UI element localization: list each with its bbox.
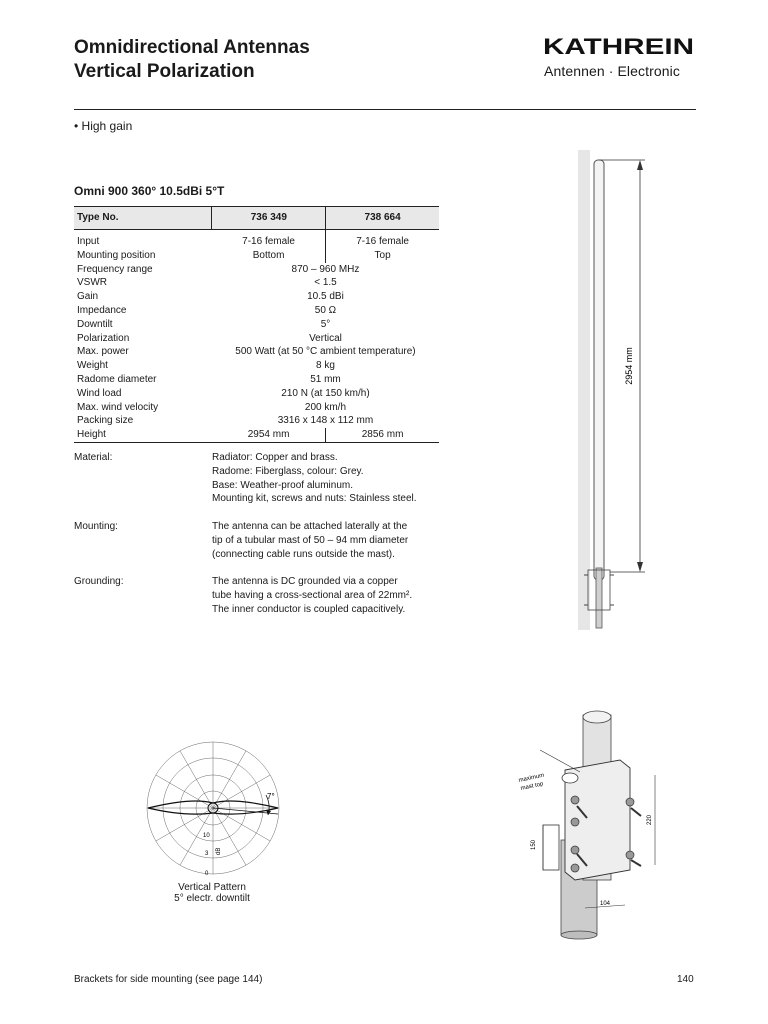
pattern-caption-line-1: Vertical Pattern [178,882,246,893]
spec-value: 10.5 dBi [307,291,344,303]
model-title: Omni 900 360° 10.5dBi 5°T [74,184,225,198]
note-line: The inner conductor is coupled capacitively. [212,603,406,615]
note-line: The antenna is DC grounded via a copper [212,576,398,588]
spec-value-736349: 7-16 female [212,230,326,249]
mast-tube [596,568,602,628]
spec-value: 51 mm [310,373,341,385]
type-736349-header: 736 349 [212,207,326,230]
note-line: Mounting kit, screws and nuts: Stainless steel. [212,493,417,505]
note-key: Grounding: [74,576,124,588]
note-key: Mounting: [74,520,118,532]
spec-value-738664: Top [374,249,391,261]
spec-row [74,414,439,428]
antenna-shading [570,150,670,630]
downtilt-angle-label: 7° [267,792,275,801]
spec-label: Downtilt [77,318,113,330]
note-line: Base: Weather-proof aluminum. [212,479,353,491]
spec-row [74,401,439,415]
type-no-header: Type No. [74,207,212,230]
spec-label: Height [74,428,212,442]
radome [594,160,604,580]
spec-row [74,332,439,346]
spec-row [74,276,439,290]
spec-label: Mounting position [77,249,156,261]
title-line-1: Omnidirectional Antennas [74,37,310,58]
spec-label: Max. power [77,346,129,358]
note-text [212,575,444,616]
header-divider [74,109,696,110]
footer-note: Brackets for side mounting (see page 144) [74,974,263,985]
spec-value: 5° [320,318,331,330]
note-row [74,451,444,506]
title-line-2: Vertical Polarization [74,61,255,82]
spec-label: Wind load [77,387,122,399]
spec-row [74,230,439,249]
note-line: tip of a tubular mast of 50 – 94 mm diameter [212,534,409,546]
feature-item: • High gain [74,119,133,133]
dimension-150: 150 [531,839,537,850]
spec-table [74,206,439,443]
note-line: (connecting cable runs outside the mast). [212,548,395,560]
brand-logo [543,35,695,59]
notes-section [74,451,444,630]
spec-row [74,373,439,387]
spec-value: 8 kg [316,360,335,372]
spec-row [74,359,439,373]
spec-row [74,249,439,263]
scale-label-3: 3 [205,851,209,857]
side-clamp [543,825,559,870]
scale-label-10: 10 [203,833,210,839]
downtilt-arrow [266,810,271,815]
brand-subtitle: Antennen · Electronic [544,63,680,79]
spec-value-736349: Bottom [212,249,326,263]
dimension-220: 220 [647,814,653,825]
spec-value: Vertical [309,332,342,344]
spec-label: Impedance [77,304,127,316]
mast-top-label-2: mast top [520,781,544,792]
spec-label: Input [77,236,100,247]
note-text [212,451,444,506]
spec-label: Radome diameter [77,373,157,385]
spec-value: 200 km/h [304,401,347,413]
note-line: Radiator: Copper and brass. [212,452,338,463]
spec-value: 870 – 960 MHz [291,263,360,275]
mast-top-label: maximum [518,772,545,784]
spec-row [74,318,439,332]
spec-row [74,263,439,277]
note-row [74,520,444,561]
spec-label: Polarization [77,332,130,344]
note-line: The antenna can be attached laterally at the [212,520,408,532]
spec-table-header [74,207,439,230]
note-line: Radome: Fiberglass, colour: Grey. [212,465,364,477]
pattern-caption-line-2: 5° electr. downtilt [174,893,250,904]
spec-label: Gain [77,291,99,303]
spec-value-738664: 7-16 female [356,236,409,247]
note-key: Material: [74,452,113,463]
page-title [74,36,310,84]
spec-row [74,290,439,304]
bracket-mounting-drawing [518,700,675,940]
spec-label: Frequency range [77,263,153,275]
spec-row [74,304,439,318]
spec-label: Weight [77,360,108,372]
spec-value: 500 Watt (at 50 °C ambient temperature) [235,346,416,358]
spec-value: 3316 x 148 x 112 mm [277,415,374,427]
note-line: tube having a cross-sectional area of 22mm². [212,589,413,601]
spec-label: Packing size [77,415,134,427]
pattern-caption [150,882,274,904]
spec-row [74,387,439,401]
spec-value: 50 Ω [314,304,337,316]
type-738664-header: 738 664 [326,207,439,230]
spec-row [74,345,439,359]
vertical-pattern-diagram [138,735,288,880]
brand-name: KATHREIN [543,34,694,59]
page-number: 140 [677,974,694,985]
spec-value: < 1.5 [314,277,337,289]
dimension-104: 104 [600,901,611,907]
spec-value: 210 N (at 150 km/h) [281,387,370,399]
spec-value-736349: 2954 mm [212,428,326,442]
spec-label: VSWR [77,277,107,289]
spec-value-738664: 2856 mm [326,428,439,442]
height-dimension-label: 2954 mm [624,347,634,385]
note-row [74,575,444,616]
spec-row [74,428,439,442]
scale-label-0: 0 [205,871,209,877]
scale-unit-label: dB [216,847,222,855]
antenna-drawing [570,150,670,630]
note-text [212,520,444,561]
spec-label: Max. wind velocity [77,401,159,413]
